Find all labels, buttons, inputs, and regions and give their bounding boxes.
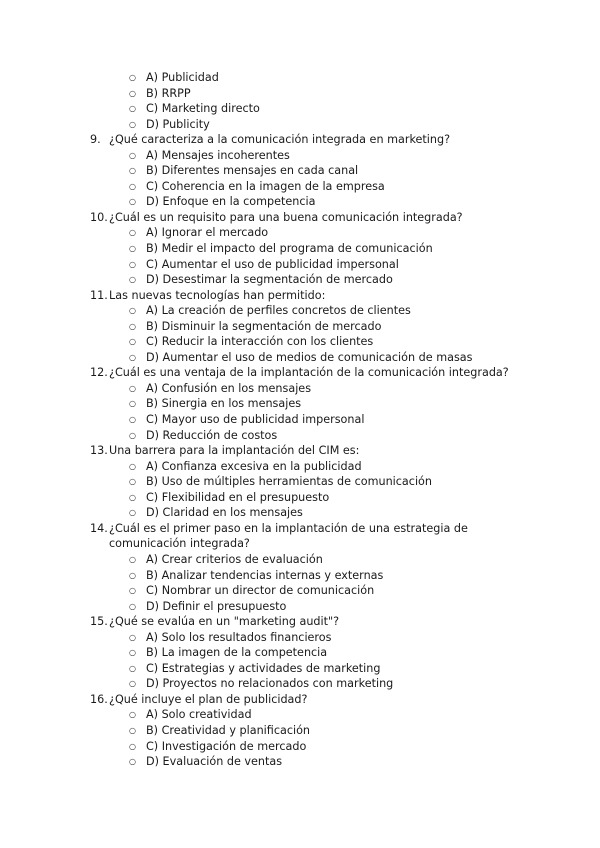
answer-option — [0, 179, 600, 195]
answer-option — [0, 568, 600, 584]
answer-option — [0, 412, 600, 428]
hollow-circle-bullet-icon: ○ — [129, 197, 136, 207]
answer-option — [0, 599, 600, 615]
hollow-circle-bullet-icon: ○ — [129, 492, 136, 502]
hollow-circle-bullet-icon: ○ — [129, 150, 136, 160]
option-text: B) RRPP — [146, 86, 191, 100]
option-text: D) Evaluación de ventas — [146, 755, 283, 769]
question-number: 16. — [90, 692, 108, 706]
lead-option — [0, 70, 600, 86]
option-text: D) Claridad en los mensajes — [146, 506, 303, 520]
answer-option — [0, 396, 600, 412]
question-line — [0, 288, 600, 304]
hollow-circle-bullet-icon: ○ — [129, 601, 136, 611]
hollow-circle-bullet-icon: ○ — [129, 306, 136, 316]
lead-option — [0, 101, 600, 117]
option-text: B) Creatividad y planificación — [146, 723, 311, 737]
hollow-circle-bullet-icon: ○ — [129, 352, 136, 362]
question-line — [0, 365, 600, 381]
option-text: B) La imagen de la competencia — [146, 646, 328, 660]
answer-option — [0, 676, 600, 692]
hollow-circle-bullet-icon: ○ — [129, 508, 136, 518]
question-text: ¿Qué incluye el plan de publicidad? — [109, 692, 308, 706]
hollow-circle-bullet-icon: ○ — [129, 104, 136, 114]
option-text: D) Proyectos no relacionados con marketing — [146, 677, 394, 691]
option-text: A) La creación de perfiles concretos de clientes — [146, 304, 411, 318]
option-text: C) Coherencia en la imagen de la empresa — [146, 179, 385, 193]
question-line — [0, 210, 600, 226]
question-text: Las nuevas tecnologías han permitido: — [109, 288, 326, 302]
question-line — [0, 692, 600, 708]
answer-option — [0, 552, 600, 568]
option-text: A) Confusión en los mensajes — [146, 381, 312, 395]
hollow-circle-bullet-icon: ○ — [129, 632, 136, 642]
answer-option — [0, 505, 600, 521]
option-text: A) Ignorar el mercado — [146, 226, 269, 240]
option-text: C) Reducir la interacción con los clientes — [146, 335, 374, 349]
answer-option — [0, 583, 600, 599]
answer-option — [0, 381, 600, 397]
option-text: B) Medir el impacto del programa de comunicación — [146, 242, 433, 256]
hollow-circle-bullet-icon: ○ — [129, 321, 136, 331]
answer-option — [0, 194, 600, 210]
hollow-circle-bullet-icon: ○ — [129, 181, 136, 191]
question-number: 13. — [90, 444, 108, 458]
question-number: 10. — [90, 210, 108, 224]
hollow-circle-bullet-icon: ○ — [129, 73, 136, 82]
hollow-circle-bullet-icon: ○ — [129, 741, 136, 751]
answer-option — [0, 754, 600, 770]
document-page — [0, 70, 600, 770]
option-text: C) Mayor uso de publicidad impersonal — [146, 413, 365, 427]
option-text: D) Reducción de costos — [146, 428, 278, 442]
hollow-circle-bullet-icon: ○ — [129, 648, 136, 658]
answer-option — [0, 241, 600, 257]
question-number: 14. — [90, 521, 108, 535]
option-text: C) Flexibilidad en el presupuesto — [146, 490, 330, 504]
answer-option — [0, 319, 600, 335]
answer-option — [0, 225, 600, 241]
hollow-circle-bullet-icon: ○ — [129, 119, 136, 129]
answer-option — [0, 350, 600, 366]
option-text: A) Confianza excesiva en la publicidad — [146, 459, 362, 473]
hollow-circle-bullet-icon: ○ — [129, 337, 136, 347]
question-text: ¿Cuál es una ventaja de la implantación de la comunicación integrada? — [109, 366, 509, 380]
question-text: ¿Qué se evalúa en un "marketing audit"? — [109, 615, 340, 629]
option-text: C) Aumentar el uso de publicidad impersonal — [146, 257, 399, 271]
hollow-circle-bullet-icon: ○ — [129, 570, 136, 580]
option-text: C) Estrategias y actividades de marketing — [146, 661, 381, 675]
question-line — [0, 536, 600, 552]
answer-option — [0, 707, 600, 723]
question-line — [0, 443, 600, 459]
option-text: B) Disminuir la segmentación de mercado — [146, 319, 382, 333]
hollow-circle-bullet-icon: ○ — [129, 663, 136, 673]
option-text: A) Solo creatividad — [146, 708, 252, 722]
answer-option — [0, 723, 600, 739]
answer-option — [0, 630, 600, 646]
question-number: 9. — [90, 133, 101, 147]
answer-option — [0, 303, 600, 319]
question-number: 12. — [90, 366, 108, 380]
hollow-circle-bullet-icon: ○ — [129, 679, 136, 689]
hollow-circle-bullet-icon: ○ — [129, 228, 136, 238]
question-text: ¿Qué caracteriza a la comunicación integrada en marketing? — [109, 133, 451, 147]
lead-option — [0, 86, 600, 102]
question-line — [0, 521, 600, 537]
option-text: A) Solo los resultados financieros — [146, 630, 332, 644]
answer-option — [0, 272, 600, 288]
option-text: A) Mensajes incoherentes — [146, 148, 290, 162]
answer-option — [0, 257, 600, 273]
option-text: D) Publicity — [146, 117, 210, 131]
hollow-circle-bullet-icon: ○ — [129, 586, 136, 596]
lead-option — [0, 117, 600, 133]
question-text: ¿Cuál es el primer paso en la implantación de una estrategia de — [109, 521, 468, 535]
answer-option — [0, 334, 600, 350]
hollow-circle-bullet-icon: ○ — [129, 477, 136, 487]
answer-option — [0, 459, 600, 475]
hollow-circle-bullet-icon: ○ — [129, 88, 136, 98]
question-line — [0, 132, 600, 148]
option-text: D) Desestimar la segmentación de mercado — [146, 273, 393, 287]
option-text: C) Nombrar un director de comunicación — [146, 584, 375, 598]
hollow-circle-bullet-icon: ○ — [129, 461, 136, 471]
hollow-circle-bullet-icon: ○ — [129, 399, 136, 409]
option-text: A) Publicidad — [146, 71, 219, 84]
hollow-circle-bullet-icon: ○ — [129, 415, 136, 425]
option-text: D) Enfoque en la competencia — [146, 195, 316, 209]
option-text: B) Analizar tendencias internas y externas — [146, 568, 384, 582]
question-number: 15. — [90, 615, 108, 629]
option-text: D) Definir el presupuesto — [146, 599, 287, 613]
hollow-circle-bullet-icon: ○ — [129, 383, 136, 393]
hollow-circle-bullet-icon: ○ — [129, 166, 136, 176]
question-text: Una barrera para la implantación del CIM es: — [109, 444, 360, 458]
answer-option — [0, 645, 600, 661]
hollow-circle-bullet-icon: ○ — [129, 757, 136, 767]
option-text: B) Sinergia en los mensajes — [146, 397, 302, 411]
option-text: B) Diferentes mensajes en cada canal — [146, 164, 359, 178]
answer-option — [0, 739, 600, 755]
answer-option — [0, 661, 600, 677]
hollow-circle-bullet-icon: ○ — [129, 554, 136, 564]
answer-option — [0, 474, 600, 490]
hollow-circle-bullet-icon: ○ — [129, 710, 136, 720]
answer-option — [0, 490, 600, 506]
hollow-circle-bullet-icon: ○ — [129, 259, 136, 269]
option-text: C) Investigación de mercado — [146, 739, 307, 753]
option-text: D) Aumentar el uso de medios de comunicación de masas — [146, 350, 473, 364]
answer-option — [0, 148, 600, 164]
question-text: comunicación integrada? — [109, 537, 250, 551]
hollow-circle-bullet-icon: ○ — [129, 244, 136, 254]
hollow-circle-bullet-icon: ○ — [129, 725, 136, 735]
question-line — [0, 614, 600, 630]
hollow-circle-bullet-icon: ○ — [129, 430, 136, 440]
answer-option — [0, 163, 600, 179]
option-text: A) Crear criterios de evaluación — [146, 552, 323, 566]
option-text: C) Marketing directo — [146, 102, 260, 116]
question-text: ¿Cuál es un requisito para una buena comunicación integrada? — [109, 210, 463, 224]
answer-option — [0, 428, 600, 444]
option-text: B) Uso de múltiples herramientas de comunicación — [146, 475, 432, 489]
question-number: 11. — [90, 288, 108, 302]
hollow-circle-bullet-icon: ○ — [129, 275, 136, 285]
